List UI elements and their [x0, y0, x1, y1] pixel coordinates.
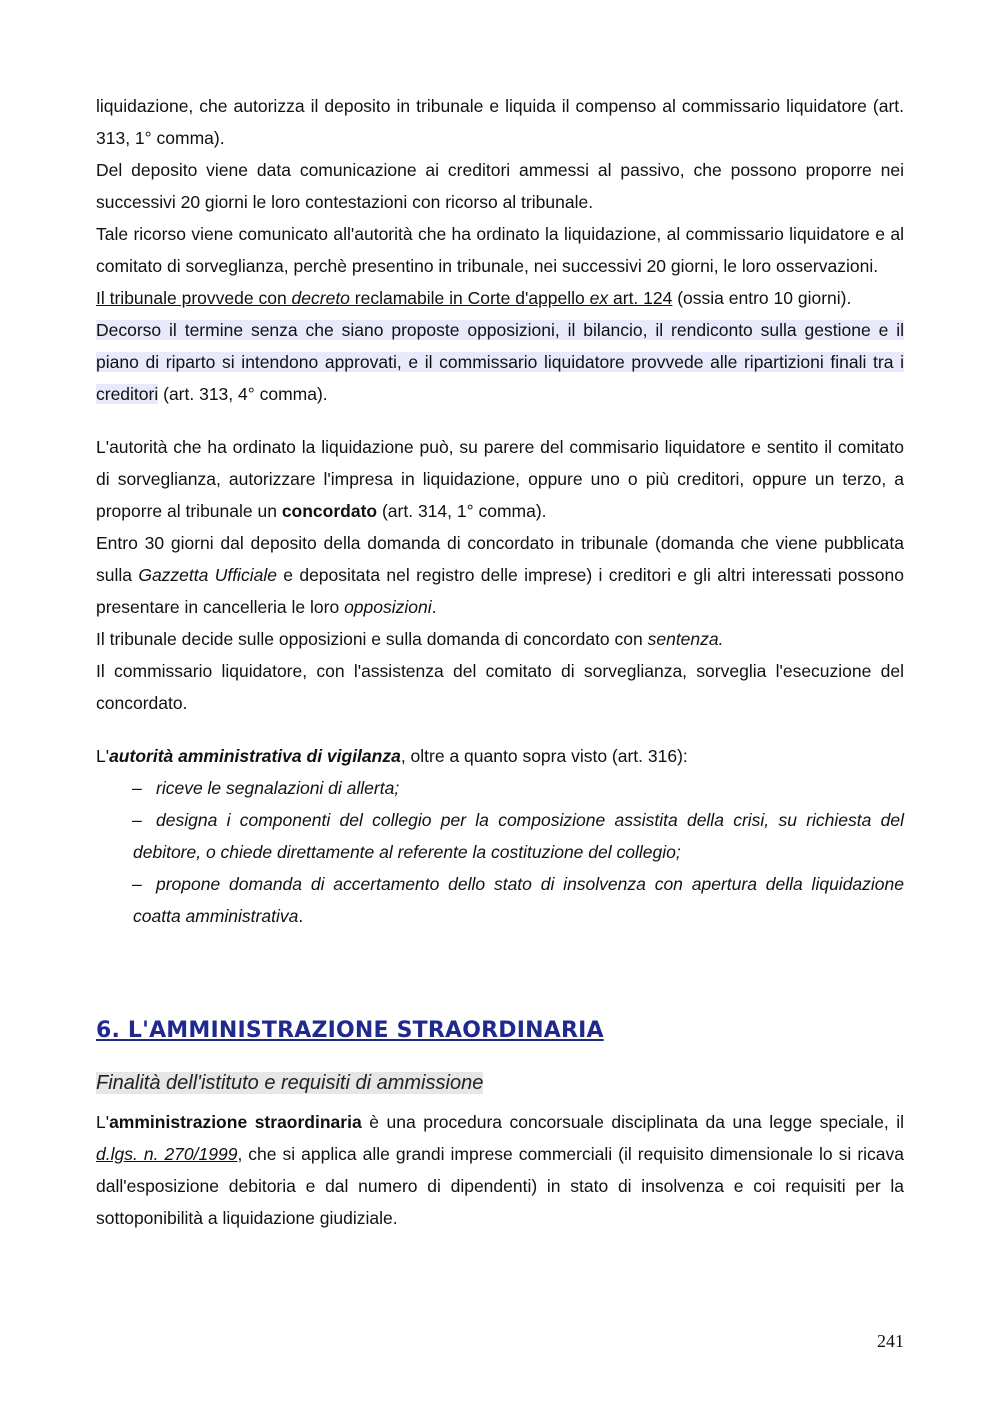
paragraph: Tale ricorso viene comunicato all'autorità che ha ordinato la liquidazione, al commissario liquidatore e al comitato di sorveglianza, perchè presentino in tribunale, nei successivi 20 giorni, le loro osservazioni.: [96, 224, 904, 276]
paragraph: [96, 527, 904, 623]
text: (art. 313, 4° comma).: [158, 384, 328, 404]
bullet-list: [96, 772, 904, 932]
text: è una procedura concorsuale disciplinata da una legge speciale, il: [361, 1112, 904, 1132]
text: L': [96, 1112, 110, 1132]
highlighted-text: Decorso il termine senza che siano proposte opposizioni, il bilancio, il rendiconto sulla gestione e il piano di riparto si intendono approvati, e il commissario liquidatore provvede alle ripartizioni finali tra i creditori: [96, 320, 904, 404]
text: art. 124: [608, 288, 673, 308]
page-number: 241: [877, 1331, 904, 1351]
text: reclamabile in Corte d'appello: [349, 288, 590, 308]
section-heading: 6. L'AMMINISTRAZIONE STRAORDINARIA: [96, 1018, 604, 1043]
paragraph: [96, 623, 904, 655]
paragraph: [96, 314, 904, 410]
subsection-heading: Finalità dell'istituto e requisiti di ammissione: [96, 1072, 484, 1094]
text: L': [96, 746, 110, 766]
bold-text: concordato: [281, 501, 378, 521]
paragraph: Del deposito viene data comunicazione ai creditori ammessi al passivo, che possono proporre nei successivi 20 giorni le loro contestazioni con ricorso al tribunale.: [96, 160, 904, 212]
italic-text: ex: [589, 288, 609, 308]
text: L'autorità che ha ordinato la liquidazione può, su parere del commisario liquidatore e sentito il comitato di sorveglianza, autorizzare l'impresa in liquidazione, oppure uno o più creditori, oppure un terzo, a proporre al tribunale un: [96, 437, 904, 521]
bold-italic-text: autorità amministrativa di vigilanza: [109, 746, 401, 766]
italic-text: opposizioni: [344, 597, 432, 617]
text: (ossia entro 10 giorni).: [672, 288, 852, 308]
text: Entro 30 giorni dal deposito della domanda di concordato in tribunale (domanda che viene pubblicata sulla: [96, 533, 904, 585]
subsection-heading-wrap: [96, 1068, 904, 1098]
list-item: [96, 804, 904, 868]
paragraph: liquidazione, che autorizza il deposito in tribunale e liquida il compenso al commissario liquidatore (art. 313, 1° comma).: [96, 96, 904, 148]
italic-text: sentenza.: [647, 629, 724, 649]
list-item: [96, 772, 904, 804]
text: , oltre a quanto sopra visto (art. 316):: [400, 746, 688, 766]
list-item: [96, 868, 904, 932]
text: Il tribunale decide sulle opposizioni e sulla domanda di concordato con: [96, 629, 648, 649]
list-item-text: [133, 868, 904, 932]
law-reference: d.lgs. n. 270/1999: [96, 1144, 238, 1164]
document-body: [96, 90, 904, 1234]
list-item-text: designa i componenti del collegio per la composizione assistita della crisi, su richiesta del debitore, o chiede direttamente al referente la costituzione del collegio;: [133, 810, 904, 862]
paragraph: [96, 1106, 904, 1234]
paragraph: [96, 282, 904, 314]
italic-text: decreto: [291, 288, 350, 308]
italic-text: Gazzetta Ufficiale: [138, 565, 277, 585]
paragraph: [96, 740, 904, 772]
text: e depositata nel registro delle imprese) i creditori e gli altri interessati possono presentare in cancelleria le loro: [96, 565, 904, 617]
list-item-text: riceve le segnalazioni di allerta;: [156, 778, 400, 798]
paragraph: Il commissario liquidatore, con l'assistenza del comitato di sorveglianza, sorveglia l'esecuzione del concordato.: [96, 661, 904, 713]
dash-icon: –: [132, 874, 142, 894]
underlined-text: [96, 288, 672, 308]
text: propone domanda di accertamento dello stato di insolvenza con apertura della liquidazione coatta amministrativa: [133, 874, 904, 926]
dash-icon: –: [132, 810, 142, 830]
text: Il tribunale provvede con: [96, 288, 292, 308]
dash-icon: –: [132, 778, 142, 798]
text: , che si applica alle grandi imprese commerciali (il requisito dimensionale lo si ricava dall'esposizione debitoria e dal numero di dipendenti) in stato di insolvenza e coi requisiti per la sottoponibilità a liquidazione giudiziale.: [96, 1144, 904, 1228]
text: (art. 314, 1° comma).: [377, 501, 547, 521]
bold-text: amministrazione straordinaria: [109, 1112, 362, 1132]
text: .: [431, 597, 437, 617]
text: .: [298, 906, 304, 926]
paragraph: [96, 431, 904, 527]
